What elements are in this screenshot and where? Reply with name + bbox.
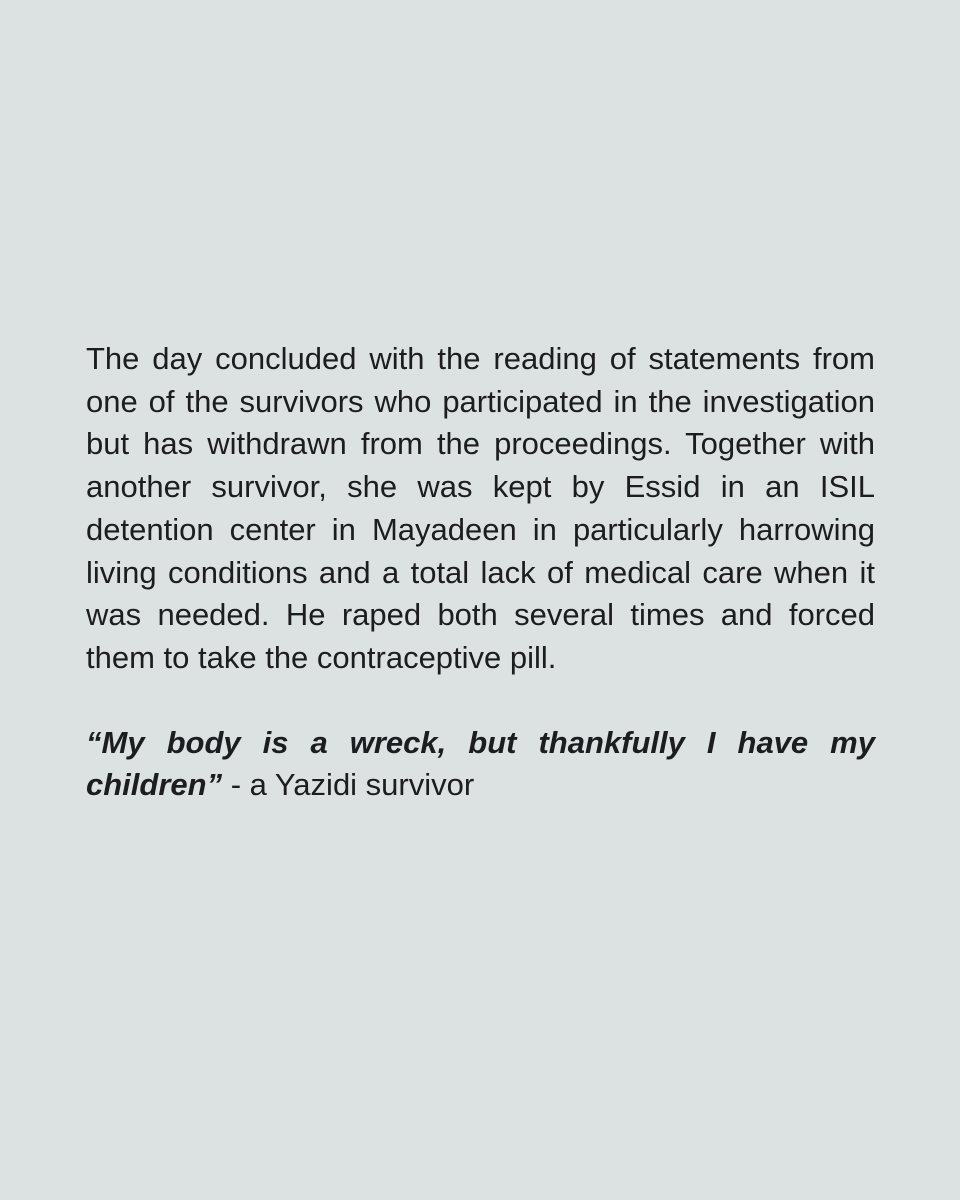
quote-block (86, 722, 875, 807)
quote-attribution: - a Yazidi survivor (222, 767, 475, 803)
body-paragraph: The day concluded with the reading of statements from one of the survivors who participated in the investigation but has withdrawn from the proceedings. Together with another survivor, she was kept by Essid in an ISIL detention center in Mayadeen in particularly harrowing living conditions and a total lack of medical care when it was needed. He raped both several times and forced them to take the contraceptive pill. (86, 341, 875, 675)
document-content (86, 338, 875, 807)
survivor-quote: “My body is a wreck, but thankfully I have my children” (86, 724, 875, 803)
